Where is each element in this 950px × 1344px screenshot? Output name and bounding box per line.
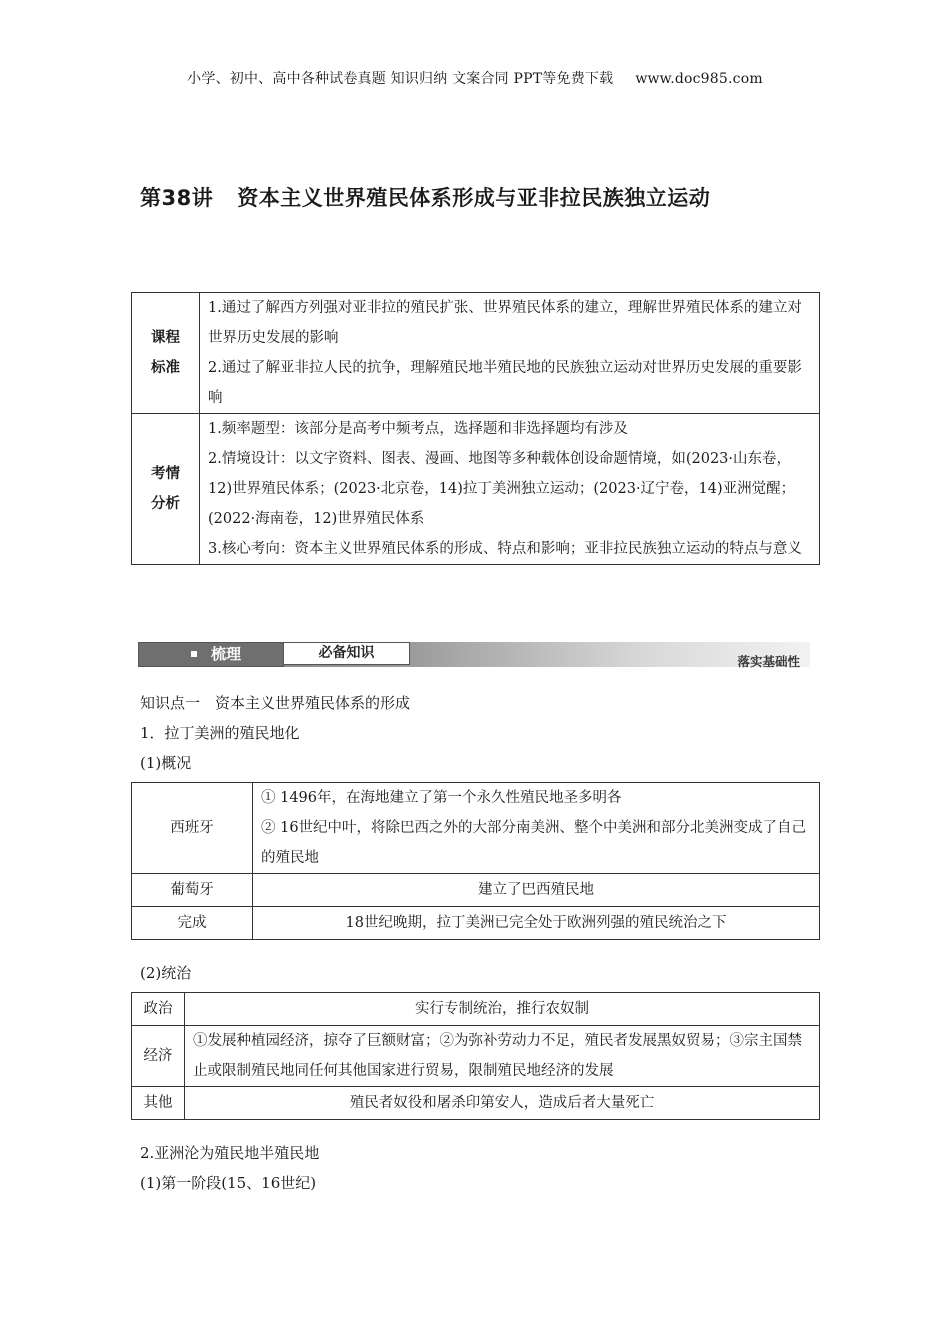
politics-content: 实行专制统治，推行农奴制: [185, 993, 820, 1026]
other-label: 其他: [132, 1087, 185, 1120]
economy-label: 经济: [132, 1026, 185, 1087]
lesson-number: 第38讲: [140, 186, 214, 210]
header-text: 小学、初中、高中各种试卷真题 知识归纳 文案合同 PPT等免费下载: [187, 71, 614, 87]
banner-right: 落实基础性: [737, 654, 800, 669]
portugal-content: 建立了巴西殖民地: [253, 874, 820, 907]
other-content: 殖民者奴役和屠杀印第安人，造成后者大量死亡: [185, 1087, 820, 1120]
banner-left: 梳理: [138, 642, 284, 667]
rule-table: [131, 992, 820, 1120]
table-row: [132, 783, 820, 874]
politics-label: 政治: [132, 993, 185, 1026]
knowledge-point-1: 知识点一 资本主义世界殖民体系的形成: [140, 694, 411, 712]
course-item: 1.通过了解西方列强对亚非拉的殖民扩张、世界殖民体系的建立，理解世界殖民体系的建立对世界历史发展的影响: [208, 300, 802, 346]
stage-1-heading: (1)第一阶段(15、16世纪): [140, 1174, 317, 1192]
table-row: [132, 874, 820, 907]
complete-content: 18世纪晚期，拉丁美洲已完全处于欧洲列强的殖民统治之下: [253, 907, 820, 940]
course-item: 2.通过了解亚非拉人民的抗争，理解殖民地半殖民地的民族独立运动对世界历史发展的重要影响: [208, 360, 802, 406]
banner-middle: 必备知识: [283, 642, 410, 665]
exam-item: 1.频率题型：该部分是高考中频考点，选择题和非选择题均有涉及: [208, 421, 628, 437]
economy-content: ①发展种植园经济，掠夺了巨额财富；②为弥补劳动力不足，殖民者发展黑奴贸易；③宗主国禁止或限制殖民地同任何其他国家进行贸易，限制殖民地经济的发展: [185, 1026, 820, 1087]
rule-heading: (2)统治: [140, 964, 192, 982]
subheading-asia: 2.亚洲沦为殖民地半殖民地: [140, 1144, 320, 1162]
page-header: [0, 68, 950, 88]
table-row: [132, 993, 820, 1026]
course-standard-content: [200, 293, 820, 414]
section-banner: [138, 642, 810, 667]
exam-analysis-label: 考情分析: [132, 414, 200, 565]
standards-table: [131, 292, 820, 565]
subheading-latin-america: 1．拉丁美洲的殖民地化: [140, 724, 300, 742]
overview-heading: (1)概况: [140, 754, 192, 772]
exam-item: 2.情境设计：以文字资料、图表、漫画、地图等多种载体创设命题情境，如(2023·山东卷，12)世界殖民体系；(2023·北京卷，14)拉丁美洲独立运动；(2023·辽宁卷，14)亚洲觉醒；(2022·海南卷，12)世界殖民体系: [208, 451, 796, 527]
complete-label: 完成: [132, 907, 253, 940]
table-row: [132, 1026, 820, 1087]
overview-table: [131, 782, 820, 940]
course-standard-label: 课程标准: [132, 293, 200, 414]
exam-analysis-content: [200, 414, 820, 565]
page-title: [140, 182, 710, 212]
lesson-topic: 资本主义世界殖民体系形成与亚非拉民族独立运动: [237, 186, 711, 210]
header-site-link[interactable]: www.doc985.com: [635, 71, 763, 87]
exam-analysis-row: [132, 414, 820, 565]
spain-label: 西班牙: [132, 783, 253, 874]
table-row: [132, 1087, 820, 1120]
spain-content: ① 1496年，在海地建立了第一个永久性殖民地圣多明各 ② 16世纪中叶，将除巴西之外的大部分南美洲、整个中美洲和部分北美洲变成了自己的殖民地: [253, 783, 820, 874]
table-row: [132, 907, 820, 940]
course-standard-row: [132, 293, 820, 414]
square-bullet-icon: [191, 651, 197, 657]
exam-item: 3.核心考向：资本主义世界殖民体系的形成、特点和影响；亚非拉民族独立运动的特点与意义: [208, 541, 802, 557]
portugal-label: 葡萄牙: [132, 874, 253, 907]
